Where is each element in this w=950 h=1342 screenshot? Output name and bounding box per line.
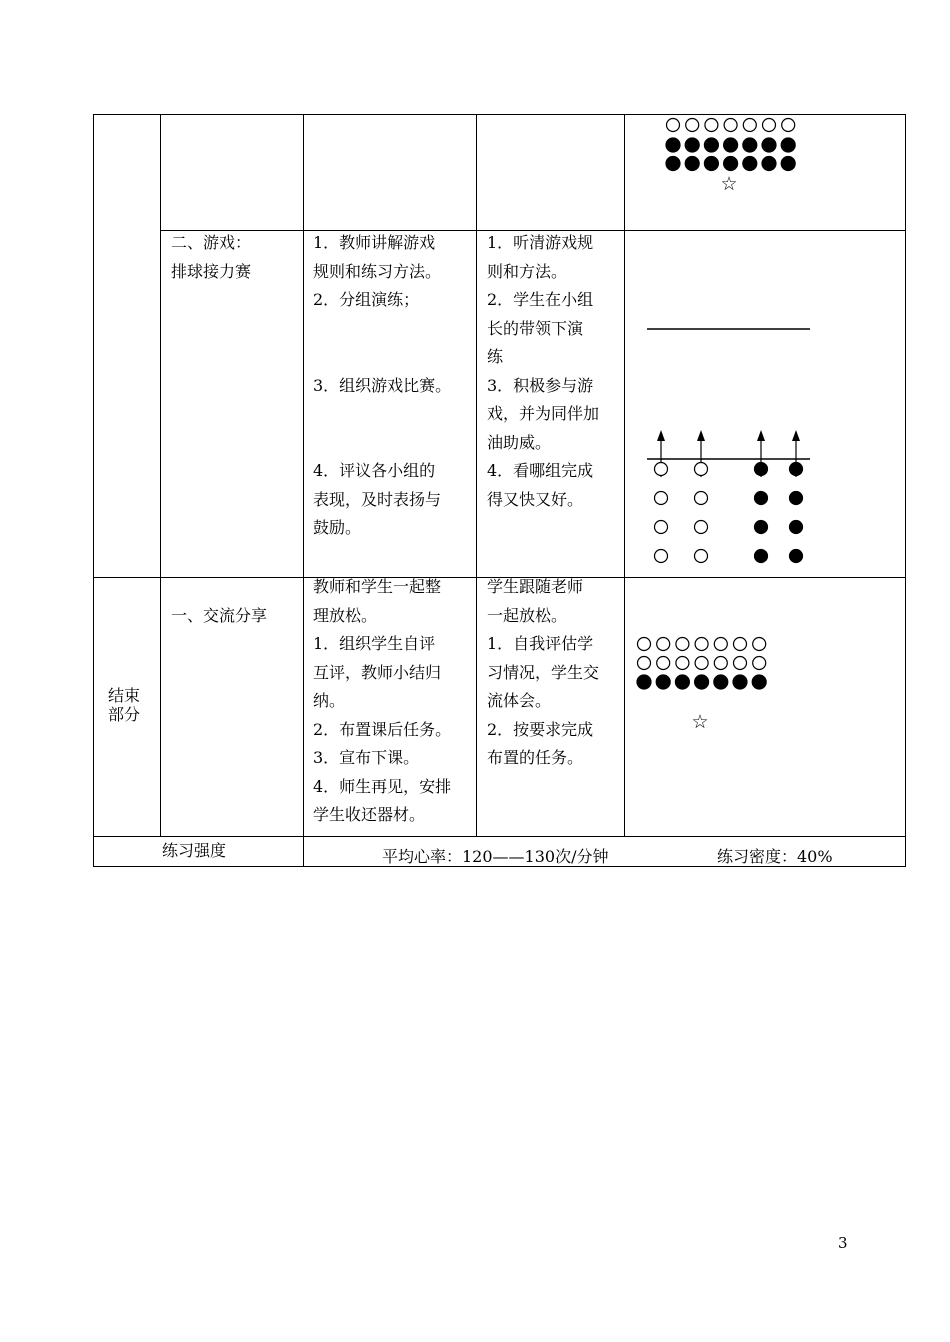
student-filled-circle [685, 157, 699, 171]
density-text: 练习密度：40% [717, 847, 833, 866]
game-student-line: 则和方法。 [487, 261, 568, 281]
game-content-cell [171, 229, 299, 286]
heart-rate-text: 平均心率：120——130次/分钟 [382, 847, 609, 866]
col-divider-1 [160, 114, 161, 837]
formation-players [637, 638, 766, 690]
game-content-line: 排球接力赛 [171, 261, 252, 281]
student-filled-circle [685, 138, 699, 152]
student-filled-circle [743, 157, 757, 171]
game-content-line: 二、游戏： [171, 233, 252, 252]
student-open-circle [763, 119, 776, 132]
game-teacher-line [313, 429, 471, 458]
player-filled-circle [790, 550, 803, 563]
end-teacher-line: 4．师生再见，安排 [313, 776, 452, 796]
end-teacher-cell [313, 573, 471, 830]
end-content-cell [171, 602, 299, 631]
end-student-cell [487, 573, 619, 773]
end-student-line: 2．按要求完成 [487, 719, 594, 739]
end-student-line: 1．自我评估学 [487, 634, 594, 653]
col-divider-3 [476, 114, 477, 837]
student-open-circle [657, 638, 670, 651]
student-open-circle [714, 638, 727, 651]
student-open-circle [657, 657, 670, 670]
teacher-star-icon: ☆ [691, 711, 709, 733]
teacher-star-icon: ☆ [720, 173, 738, 195]
game-student-line: 3．积极参与游 [487, 375, 594, 395]
player-open-circle [655, 492, 668, 505]
player-open-circle [655, 521, 668, 534]
student-open-circle [638, 657, 651, 670]
game-teacher-line: 2．分组演练； [313, 290, 420, 309]
player-open-circle [695, 463, 708, 476]
player-open-circle [655, 550, 668, 563]
student-open-circle [695, 638, 708, 651]
end-teacher-line: 互评，教师小结归 [313, 662, 442, 682]
student-open-circle [714, 657, 727, 670]
game-student-line: 得又快又好。 [487, 489, 584, 509]
student-open-circle [686, 119, 699, 132]
student-open-circle [676, 657, 689, 670]
student-filled-circle [733, 675, 747, 689]
game-teacher-line: 4．评议各小组的 [313, 461, 436, 480]
end-student-line: 流体会。 [487, 691, 552, 710]
relay-players [655, 463, 803, 563]
student-filled-circle [666, 157, 680, 171]
student-filled-circle [762, 138, 776, 152]
player-filled-circle [790, 521, 803, 534]
student-filled-circle [666, 138, 680, 152]
open-circle-row [667, 119, 795, 132]
end-teacher-line: 教师和学生一起整 [313, 577, 442, 596]
end-teacher-line: 3．宣布下课。 [313, 748, 420, 767]
student-open-circle [724, 119, 737, 132]
student-open-circle [734, 657, 747, 670]
student-open-circle [676, 638, 689, 651]
game-student-line: 长的带领下演 [487, 318, 584, 338]
student-open-circle [667, 119, 680, 132]
end-content-line: 一、交流分享 [171, 606, 268, 625]
player-open-circle [695, 492, 708, 505]
table-right-border [905, 114, 906, 867]
end-student-line: 习情况，学生交 [487, 662, 600, 682]
game-teacher-line [313, 343, 471, 372]
student-filled-circle [724, 157, 738, 171]
section-label-line: 结束 [108, 686, 141, 705]
student-open-circle [743, 119, 756, 132]
end-teacher-line: 纳。 [313, 691, 346, 710]
game-teacher-cell [313, 229, 471, 543]
game-teacher-line: 1．教师讲解游戏 [313, 233, 436, 252]
filled-circle-rows [666, 138, 795, 171]
end-student-line: 布置的任务。 [487, 748, 584, 767]
game-student-line: 4．看哪组完成 [487, 461, 594, 480]
game-teacher-line [313, 315, 471, 344]
player-filled-circle [755, 463, 768, 476]
student-open-circle [753, 638, 766, 651]
student-filled-circle [656, 675, 670, 689]
student-filled-circle [752, 675, 766, 689]
player-open-circle [695, 521, 708, 534]
student-filled-circle [724, 138, 738, 152]
student-filled-circle [781, 157, 795, 171]
student-open-circle [695, 657, 708, 670]
player-open-circle [695, 550, 708, 563]
arrow-up-icon [657, 430, 665, 441]
student-open-circle [638, 638, 651, 651]
student-filled-circle [714, 675, 728, 689]
section-label-line: 部分 [108, 705, 141, 724]
page-number: 3 [838, 1234, 848, 1252]
table-left-border [93, 114, 94, 867]
player-filled-circle [790, 492, 803, 505]
row-divider-intensity [93, 836, 906, 837]
game-student-cell [487, 229, 619, 514]
end-teacher-line: 2．布置课后任务。 [313, 719, 452, 739]
end-teacher-line: 学生收还器材。 [313, 805, 426, 824]
game-student-line: 1．听清游戏规 [487, 233, 594, 252]
player-filled-circle [790, 463, 803, 476]
intensity-label: 练习强度 [162, 841, 227, 860]
game-student-line: 戏，并为同伴加 [487, 404, 600, 423]
student-filled-circle [637, 675, 651, 689]
student-filled-circle [762, 157, 776, 171]
formation-diagram-top [630, 114, 900, 230]
player-filled-circle [755, 492, 768, 505]
student-open-circle [705, 119, 718, 132]
arrow-up-icon [792, 430, 800, 441]
formation-diagram-end [630, 578, 902, 836]
col-divider-2 [303, 114, 304, 867]
arrow-up-icon [697, 430, 705, 441]
direction-arrows [657, 430, 800, 477]
game-student-line: 油助威。 [487, 432, 552, 452]
game-teacher-line: 鼓励。 [313, 518, 362, 537]
game-student-line: 2．学生在小组 [487, 290, 594, 309]
game-teacher-line: 3．组织游戏比赛。 [313, 375, 452, 395]
student-filled-circle [695, 675, 709, 689]
student-open-circle [753, 657, 766, 670]
game-teacher-line: 规则和练习方法。 [313, 261, 442, 281]
col-divider-4 [624, 114, 625, 837]
student-filled-circle [675, 675, 689, 689]
student-filled-circle [704, 157, 718, 171]
student-open-circle [782, 119, 795, 132]
end-student-line: 一起放松。 [487, 605, 568, 625]
student-filled-circle [743, 138, 757, 152]
relay-diagram [630, 231, 902, 576]
end-teacher-line: 1．组织学生自评 [313, 634, 436, 653]
arrow-up-icon [757, 430, 765, 441]
player-filled-circle [755, 550, 768, 563]
player-filled-circle [755, 521, 768, 534]
end-student-line: 学生跟随老师 [487, 577, 584, 596]
game-teacher-line: 表现，及时表扬与 [313, 489, 442, 509]
student-filled-circle [781, 138, 795, 152]
game-student-line: 练 [487, 347, 504, 366]
game-teacher-line [313, 400, 471, 429]
student-filled-circle [704, 138, 718, 152]
end-section-label [108, 686, 148, 724]
student-open-circle [734, 638, 747, 651]
end-teacher-line: 理放松。 [313, 605, 378, 625]
player-open-circle [655, 463, 668, 476]
